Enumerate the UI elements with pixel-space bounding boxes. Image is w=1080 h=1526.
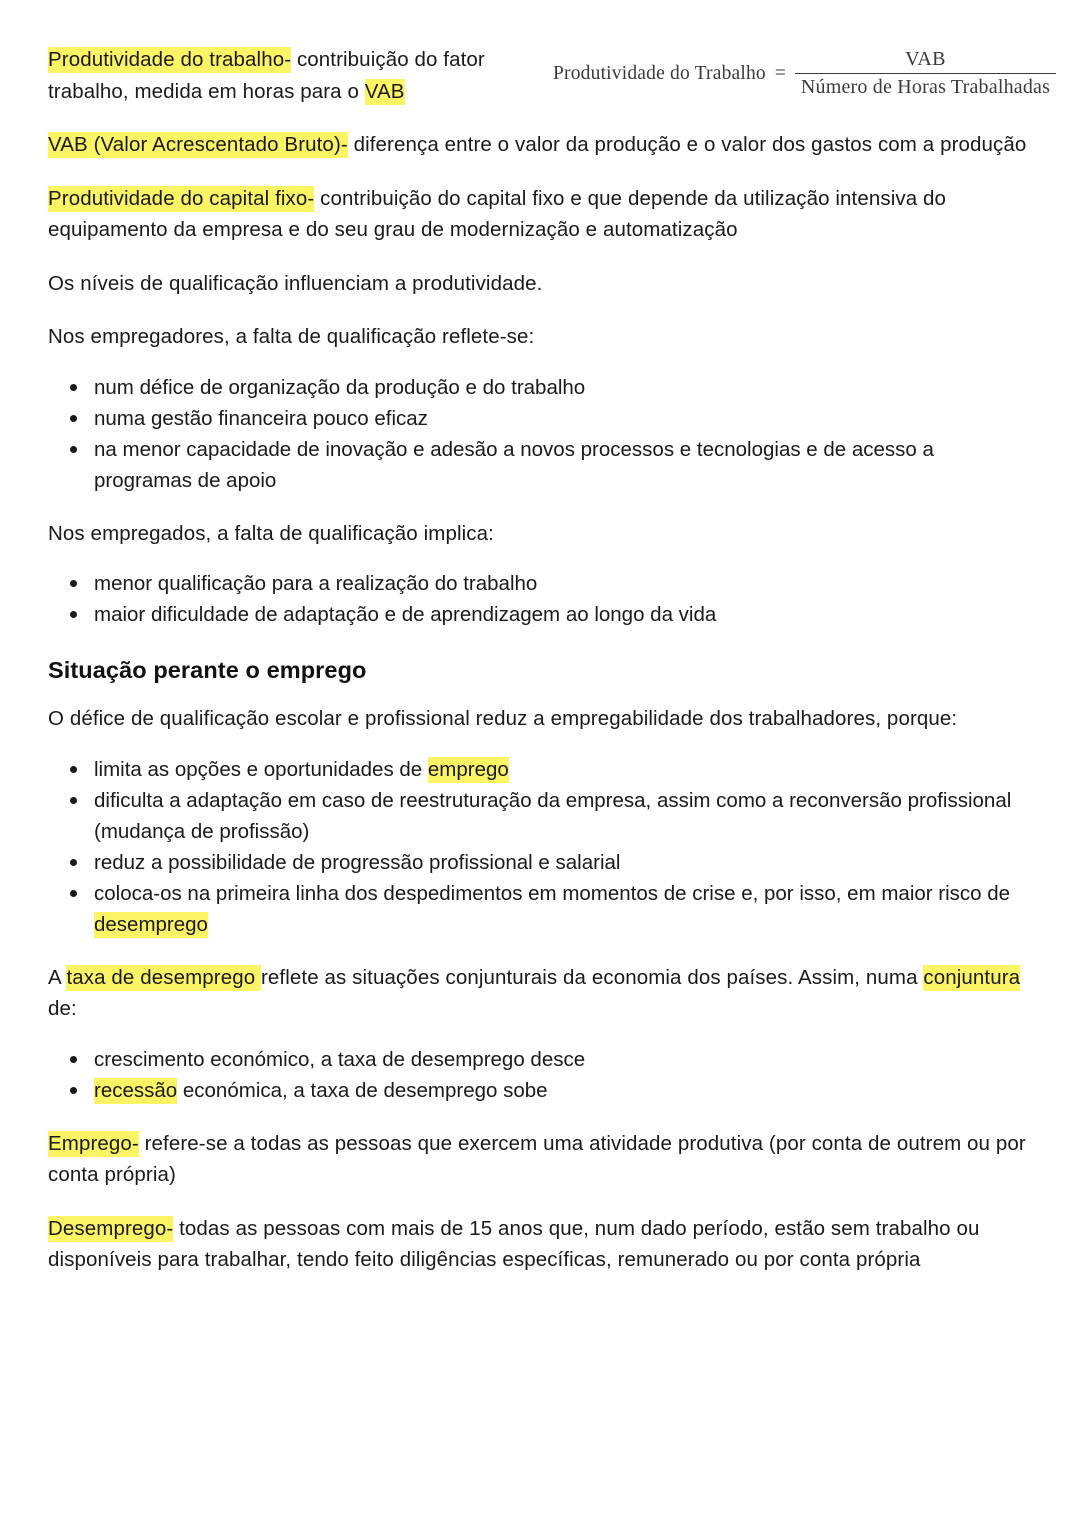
paragraph-produtividade-trabalho <box>48 44 518 107</box>
paragraph-empregados-intro: Nos empregados, a falta de qualificação implica: <box>48 521 494 545</box>
list-item: maior dificuldade de adaptação e de aprendizagem ao longo da vida <box>48 599 1032 630</box>
term-produtividade-capital-fixo: Produtividade do capital fixo- <box>48 186 315 210</box>
paragraph-defice-qualificacao: O défice de qualificação escolar e profissional reduz a empregabilidade dos trabalhadores, porque: <box>48 707 958 730</box>
list-item: dificulta a adaptação em caso de reestruturação da empresa, assim como a reconversão profissional (mudança de profissão) <box>48 785 1032 847</box>
term-recessao: recessão <box>94 1078 178 1102</box>
term-emprego-inline: emprego <box>427 757 509 781</box>
list-item-text: económica, a taxa de desemprego sobe <box>177 1078 548 1102</box>
list-item: numa gestão financeira pouco eficaz <box>48 403 1032 434</box>
paragraph-desemprego-text: todas as pessoas com mais de 15 anos que, num dado período, estão sem trabalho ou disponíveis para trabalhar, tendo feito diligências específicas, remunerado ou por conta própria <box>48 1216 980 1271</box>
paragraph-vab-text: diferença entre o valor da produção e o valor dos gastos com a produção <box>347 133 1027 156</box>
paragraph-taxa-mid: reflete as situações conjunturais da economia dos países. Assim, numa <box>261 965 924 989</box>
paragraph-capital-fixo-text: contribuição do capital fixo e que depende da utilização intensiva do equipamento da empresa e do seu grau de modernização e automatização <box>48 186 947 241</box>
paragraph-emprego-definicao <box>48 1128 1032 1191</box>
list-item: reduz a possibilidade de progressão profissional e salarial <box>48 847 1032 878</box>
productivity-formula <box>553 48 1051 99</box>
term-desemprego-definition: Desemprego- <box>48 1216 174 1240</box>
formula-left-side: Produtividade do Trabalho <box>553 62 766 84</box>
formula-numerator: VAB <box>905 48 946 70</box>
paragraph-vab <box>48 129 1032 161</box>
term-produtividade-do-trabalho: Produtividade do trabalho- <box>48 48 292 71</box>
paragraph-emprego-text: refere-se a todas as pessoas que exercem uma atividade produtiva (por conta de outrem ou por conta própria) <box>48 1131 1026 1186</box>
paragraph-produtividade-capital-fixo <box>48 183 1032 246</box>
term-vab-inline: VAB <box>364 79 405 103</box>
term-desemprego-inline: desemprego <box>94 912 208 936</box>
paragraph-empregadores-intro: Nos empregadores, a falta de qualificação reflete-se: <box>48 325 535 348</box>
list-item: num défice de organização da produção e do trabalho <box>48 372 1032 403</box>
paragraph-taxa-desemprego <box>48 962 1032 1025</box>
list-item-text: coloca-os na primeira linha dos despedimentos em momentos de crise e, por isso, em maior risco de <box>94 881 1011 905</box>
paragraph-niveis-qualificacao: Os níveis de qualificação influenciam a produtividade. <box>48 271 543 295</box>
list-item-text: limita as opções e oportunidades de <box>94 757 428 781</box>
paragraph-produtividade-trabalho-text: contribuição do fator trabalho, medida em horas para o <box>48 48 485 103</box>
formula-denominator: Número de Horas Trabalhadas <box>800 76 1051 99</box>
list-conjuntura <box>48 1044 1032 1106</box>
term-taxa-de-desemprego: taxa de desemprego <box>66 965 261 989</box>
list-consequencias-empregabilidade <box>48 754 1032 940</box>
page-heading-situacao-perante-emprego: Situação perante o emprego <box>48 657 367 683</box>
formula-fraction <box>795 48 1056 99</box>
term-conjuntura: conjuntura <box>923 965 1021 989</box>
list-item <box>48 1075 1032 1106</box>
list-item <box>48 878 1032 940</box>
list-empregadores <box>48 372 1032 496</box>
list-item: crescimento económico, a taxa de desemprego desce <box>48 1044 1032 1075</box>
term-emprego-definition: Emprego- <box>48 1131 139 1155</box>
list-item: menor qualificação para a realização do trabalho <box>48 568 1032 599</box>
paragraph-taxa-lead: A <box>48 965 67 989</box>
paragraph-desemprego-definicao <box>48 1213 1032 1276</box>
list-empregados <box>48 568 1032 630</box>
list-item <box>48 754 1032 785</box>
list-item: na menor capacidade de inovação e adesão a novos processos e tecnologias e de acesso a programas de apoio <box>48 434 1032 496</box>
term-vab-definition: VAB (Valor Acrescentado Bruto)- <box>48 133 348 156</box>
formula-equals-sign: = <box>774 62 786 84</box>
paragraph-taxa-tail: de: <box>48 997 77 1020</box>
